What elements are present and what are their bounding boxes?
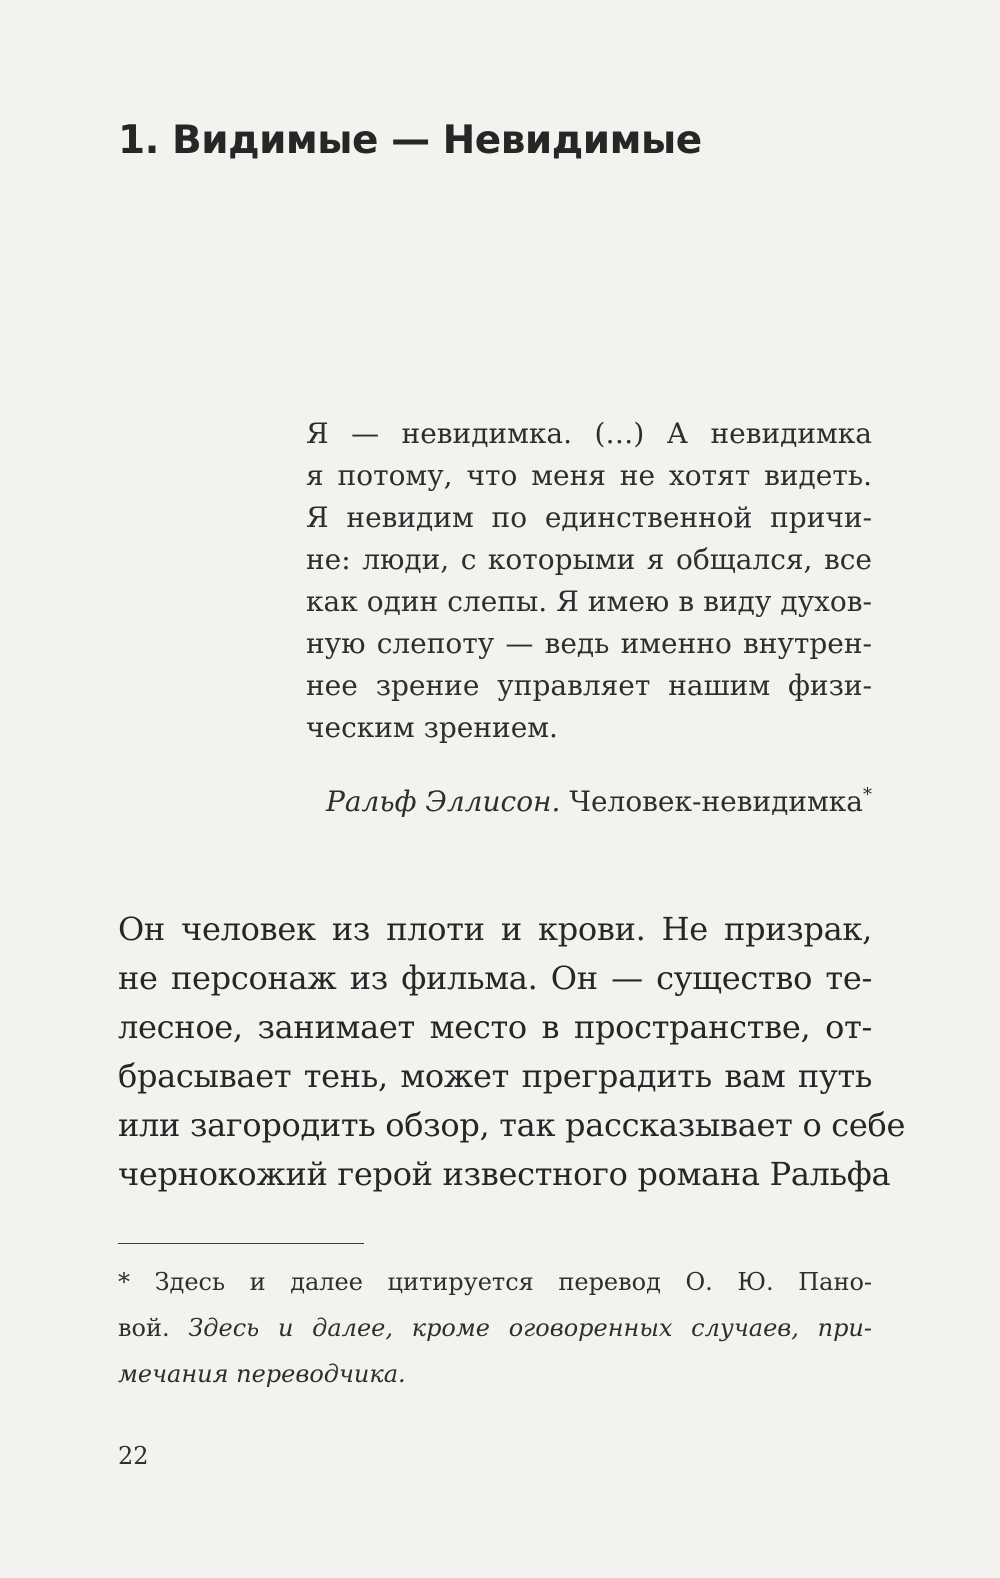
body-paragraph [118, 905, 906, 1199]
epigraph [306, 413, 872, 749]
chapter-title: 1. Видимые — Невидимые [118, 118, 702, 163]
body-line: Он человек из плоти и крови. Не призрак, [118, 910, 872, 948]
epigraph-line: Я — невидимка. (…) А невидимка [306, 417, 872, 450]
body-line: не персонаж из фильма. Он — существо те- [118, 959, 872, 997]
body-line: брасывает тень, может преградить вам путь [118, 1057, 872, 1095]
epigraph-line: не: люди, с которыми я общался, все [306, 543, 872, 576]
epigraph-line: ческим зрением. [306, 711, 558, 744]
epigraph-line: как один слепы. Я имею в виду духов- [306, 585, 872, 618]
epigraph-line: ную слепоту — ведь именно внутрен- [306, 627, 872, 660]
footnote-line [118, 1351, 872, 1397]
footnote-line [118, 1305, 872, 1351]
body-line: чернокожий герой известного романа Ральфа [118, 1155, 891, 1193]
footnote-mark[interactable]: * [863, 784, 872, 806]
epigraph-line: я потому, что меня не хотят видеть. [306, 459, 872, 492]
epigraph-author: Ральф Эллисон. [325, 785, 561, 818]
footnote-text: вой. [118, 1314, 170, 1342]
body-line: или загородить обзор, так рассказывает о себе [118, 1106, 906, 1144]
epigraph-line: нее зрение управляет нашим физи- [306, 669, 872, 702]
footnote-line: * Здесь и далее цитируется перевод О. Ю. Пано- [118, 1268, 872, 1296]
footnote [118, 1259, 872, 1397]
body-line: лесное, занимает место в пространстве, от- [118, 1008, 872, 1046]
epigraph-attribution [306, 780, 872, 824]
epigraph-work: Человек-невидимка [569, 785, 863, 818]
footnote-italic-text: Здесь и далее, кроме оговоренных случаев, при- [188, 1314, 872, 1342]
footnote-italic-text: мечания переводчика. [118, 1360, 406, 1388]
page-number: 22 [118, 1442, 149, 1470]
footnote-divider [118, 1243, 364, 1244]
epigraph-line: Я невидим по единственной причи- [306, 501, 872, 534]
